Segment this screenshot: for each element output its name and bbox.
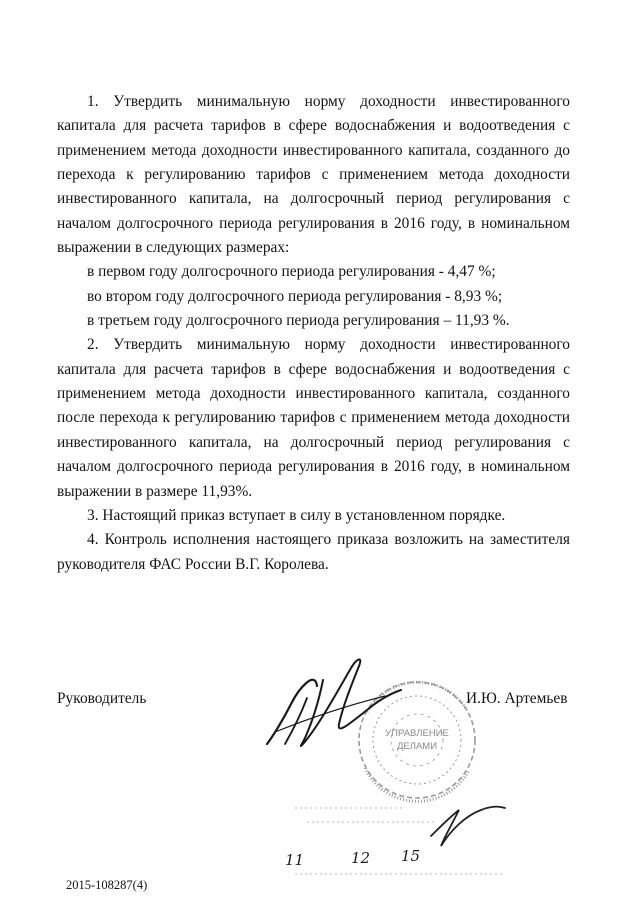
seal-inner-text-2: ДЕЛАМИ (396, 741, 438, 752)
list-item: в первом году долгосрочного периода регулирования - 4,47 %; (87, 263, 496, 281)
order-body (57, 90, 570, 577)
date-month: 12 (351, 849, 371, 867)
list-item: в третьем году долгосрочного периода регулирования – 11,93 %. (87, 312, 510, 330)
handwritten-initials (431, 807, 505, 846)
date-year: 15 (401, 847, 421, 865)
handwritten-signature (267, 659, 401, 746)
order-paragraph: 2. Утвердить минимальную норму доходности инвестированного капитала для расчета тарифов в сфере водоснабжения и водоотведения с применением метода доходности инвестированного капитала, созданного после перехода к регулированию тарифов с применением метода доходности инвестированного капитала, на долгосрочный период регулирования с началом долгосрочного периода регулирования в 2016 году, в номинальном выражении в размере 11,93%. (57, 336, 570, 500)
order-paragraph: 1. Утвердить минимальную норму доходности инвестированного капитала для расчета тарифов в сфере водоснабжения и водоотведения с применением метода доходности инвестированного капитала, созданного до перехода к регулированию тарифов с применением метода доходности инвестированного капитала, на долгосрочный период регулирования с началом долгосрочного периода регулирования в 2016 году, в номинальном выражении в следующих размерах: (57, 93, 570, 257)
seal-svg (255, 640, 515, 880)
seal-inner-text-1: УПРАВЛЕНИЕ (385, 728, 449, 739)
document-number: 2015-108287(4) (66, 878, 148, 892)
signatory-name: И.Ю. Артемьев (466, 690, 568, 707)
order-paragraph: 4. Контроль исполнения настоящего приказа возложить на заместителя руководителя ФАС России В.Г. Королева. (57, 531, 570, 573)
seal-and-signature (255, 640, 515, 880)
order-paragraph: 3. Настоящий приказ вступает в силу в установленном порядке. (87, 506, 506, 524)
list-item: во втором году долгосрочного периода регулирования - 8,93 %; (87, 287, 503, 305)
date-day: 11 (285, 851, 305, 869)
handwritten-date (285, 847, 420, 869)
registration-lines (295, 808, 505, 874)
signatory-position: Руководитель (57, 690, 147, 707)
